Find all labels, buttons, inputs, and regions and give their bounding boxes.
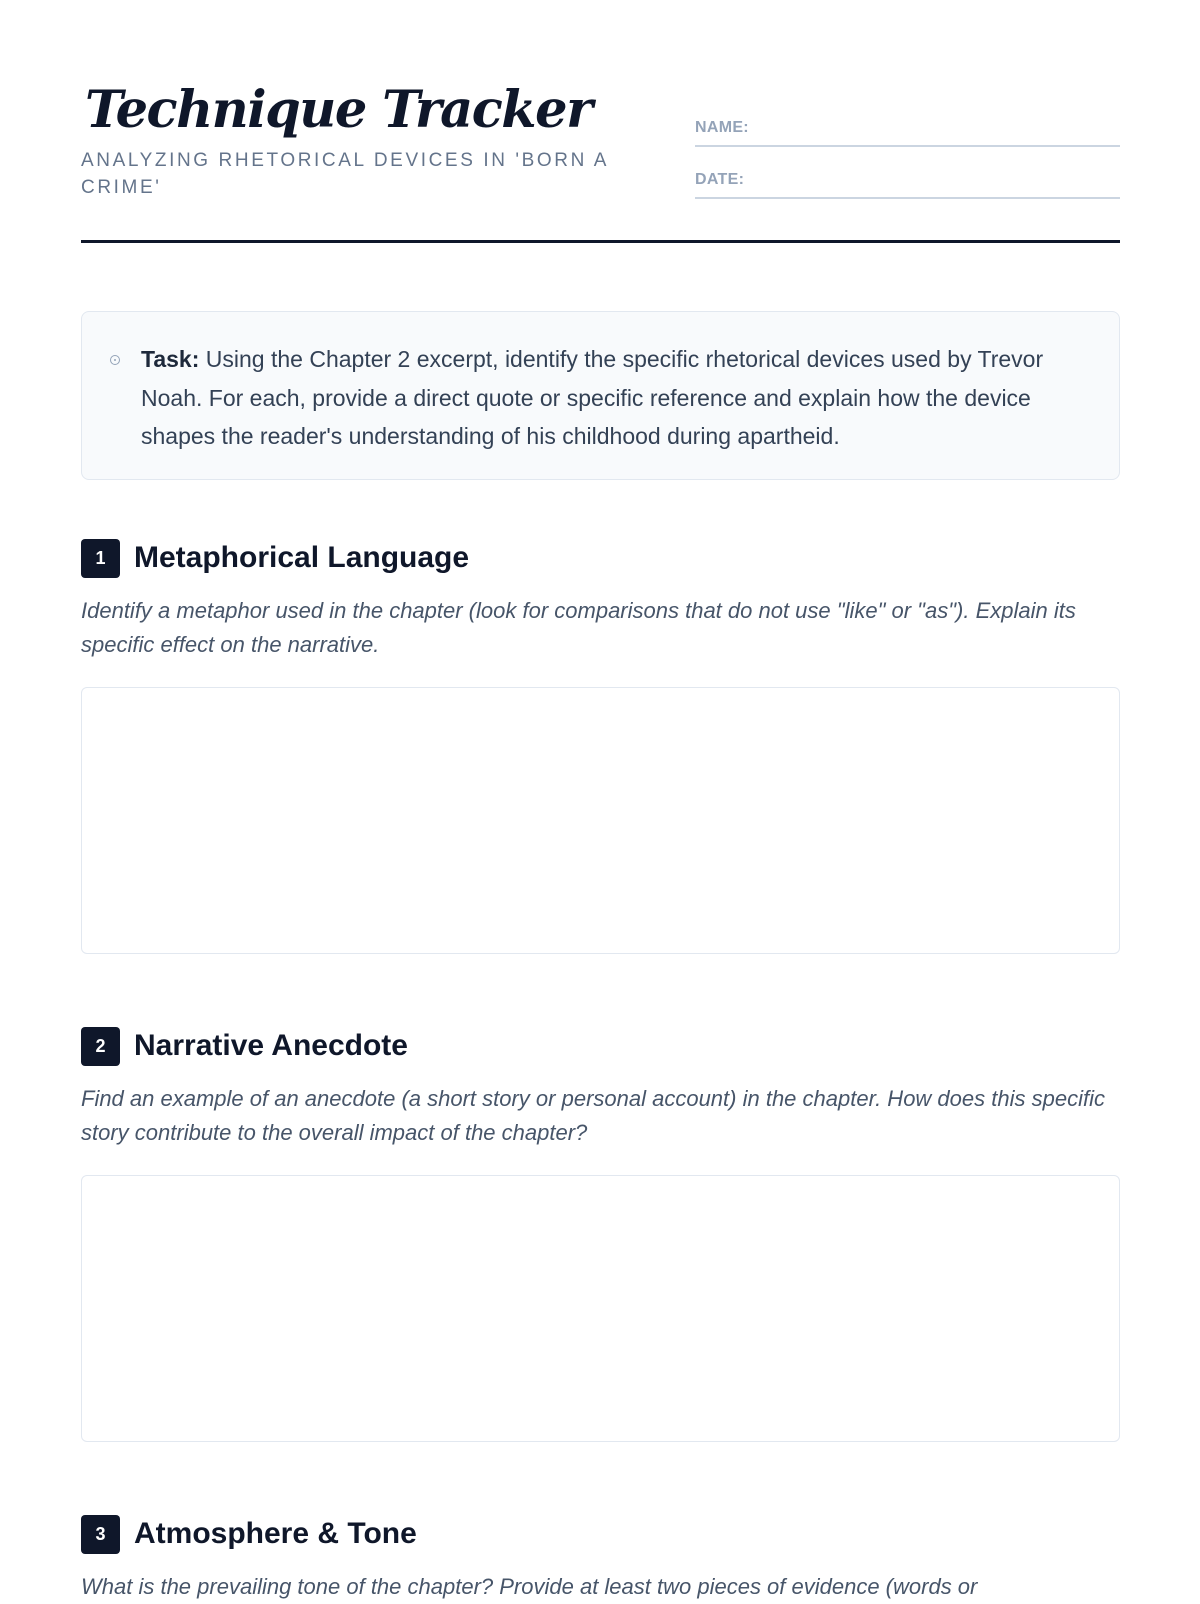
section-heading <box>81 1026 1120 1066</box>
worksheet-header <box>81 0 1120 243</box>
info-circle-icon <box>110 355 120 365</box>
page-title: Technique Tracker <box>85 80 592 140</box>
section-prompt: Identify a metaphor used in the chapter (look for comparisons that do not use "like" or "as"). Explain its specific effect on the narrative. <box>81 598 1076 657</box>
section-narrative-anecdote <box>81 1026 1120 1145</box>
section-title: Metaphorical Language <box>134 541 470 574</box>
task-text <box>141 340 1086 456</box>
page-subtitle: ANALYZING RHETORICAL DEVICES IN 'BORN A CRIME' <box>81 150 608 198</box>
section-atmosphere-tone <box>81 1514 1120 1599</box>
name-field <box>695 118 1120 147</box>
section-number-badge: 2 <box>81 1027 120 1066</box>
name-input[interactable] <box>765 118 1120 142</box>
section-number-badge: 1 <box>81 539 120 578</box>
worksheet-page <box>81 0 1120 1599</box>
section-title: Narrative Anecdote <box>134 1029 408 1062</box>
task-label: Task: <box>141 346 200 372</box>
section-prompt: What is the prevailing tone of the chapter? Provide at least two pieces of evidence (words or <box>81 1574 978 1599</box>
date-input[interactable] <box>765 170 1120 194</box>
section-prompt: Find an example of an anecdote (a short story or personal account) in the chapter. How does this specific story contribute to the overall impact of the chapter? <box>81 1086 1105 1145</box>
date-label: DATE: <box>695 171 745 188</box>
answer-box[interactable] <box>81 1175 1120 1442</box>
section-heading <box>81 1514 1120 1554</box>
section-title: Atmosphere & Tone <box>134 1517 417 1550</box>
task-description: Using the Chapter 2 excerpt, identify the specific rhetorical devices used by Trevor Noah. For each, provide a direct quote or specific reference and explain how the device shapes the reader's understanding of his childhood during apartheid. <box>141 346 1044 449</box>
date-field <box>695 170 1120 199</box>
name-label: NAME: <box>695 119 749 136</box>
task-instructions-box <box>81 311 1120 480</box>
section-metaphorical-language <box>81 538 1120 657</box>
answer-box[interactable] <box>81 687 1120 954</box>
section-heading <box>81 538 1120 578</box>
section-number-badge: 3 <box>81 1515 120 1554</box>
